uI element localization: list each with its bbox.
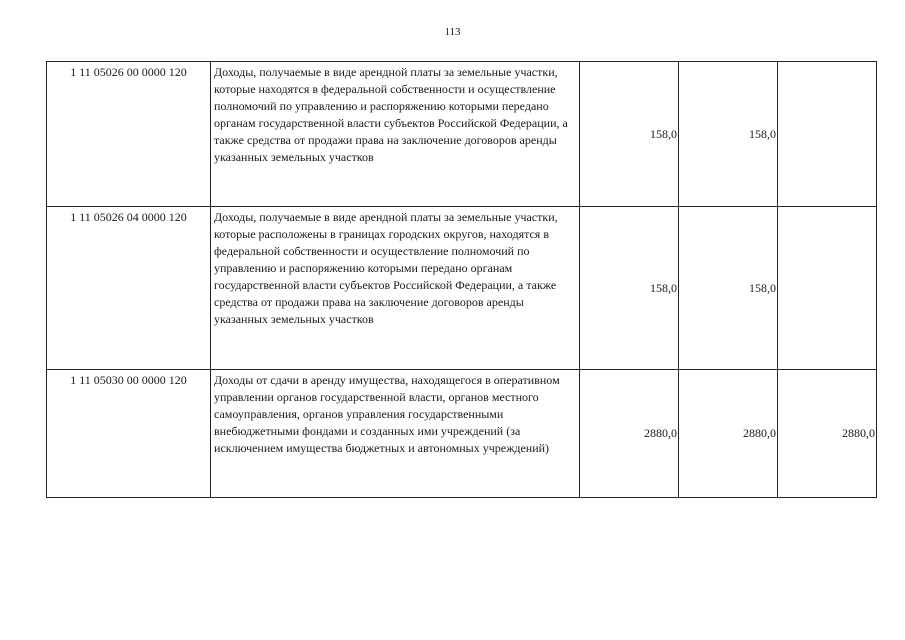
revenue-table (46, 61, 877, 498)
budget-code-cell: 1 11 05030 00 0000 120 (47, 370, 211, 498)
amount-cell-3: 2880,0 (778, 370, 877, 498)
amount-cell-2: 2880,0 (679, 370, 778, 498)
amount-cell-3 (778, 207, 877, 370)
table-row (47, 207, 877, 370)
budget-code-cell: 1 11 05026 00 0000 120 (47, 62, 211, 207)
amount-cell-2: 158,0 (679, 207, 778, 370)
page-number: 113 (444, 26, 461, 38)
amount-cell-3 (778, 62, 877, 207)
description-cell: Доходы, получаемые в виде арендной платы за земельные участки, которые находятся в федеральной собственности и осуществление полномочий по управлению и распоряжению которыми передано органам государственной власти субъектов Российской Федерации, а также средства от продажи права на заключение договоров аренды указанных земельных участков (211, 62, 580, 207)
amount-cell-2: 158,0 (679, 62, 778, 207)
amount-cell-1: 158,0 (580, 207, 679, 370)
description-cell: Доходы от сдачи в аренду имущества, находящегося в оперативном управлении органов государственной власти, органов местного самоуправления, органов управления государственными внебюджетными фондами и созданных ими учреждений (за исключением имущества бюджетных и автономных учреждений) (211, 370, 580, 498)
amount-cell-1: 158,0 (580, 62, 679, 207)
amount-cell-1: 2880,0 (580, 370, 679, 498)
table-row (47, 370, 877, 498)
description-cell: Доходы, получаемые в виде арендной платы за земельные участки, которые расположены в границах городских округов, находятся в федеральной собственности и осуществление полномочий по управлению и распоряжению которыми передано органам государственной власти субъектов Российской Федерации, а также средства от продажи права на заключение договоров аренды указанных земельных участков (211, 207, 580, 370)
table-row (47, 62, 877, 207)
budget-code-cell: 1 11 05026 04 0000 120 (47, 207, 211, 370)
